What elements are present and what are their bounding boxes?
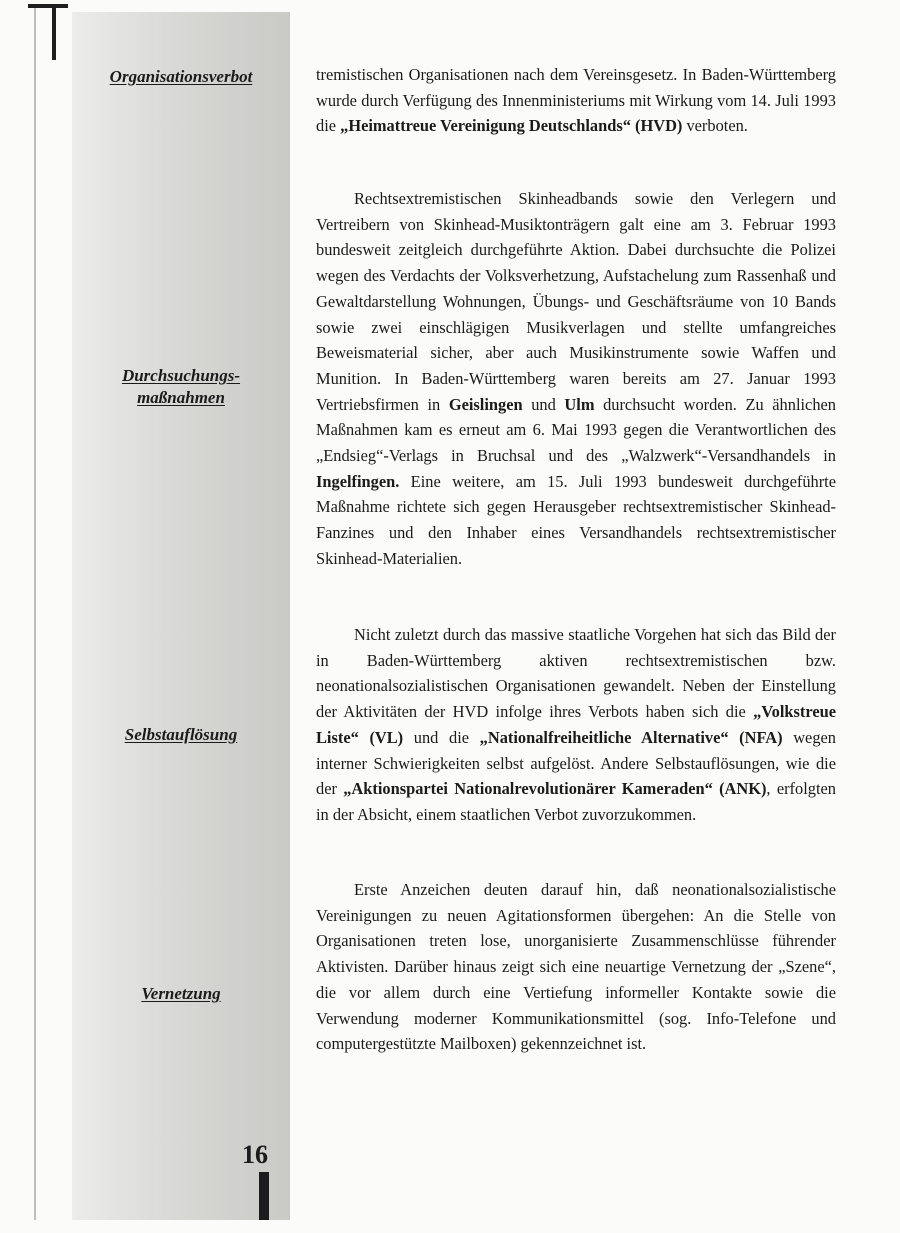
margin-note-durchsuchungsmassnahmen — [72, 365, 290, 409]
paragraph-vernetzung: Erste Anzeichen deuten darauf hin, daß neonationalsozialistische Vereinigungen zu neuen Agitationsformen übergehen: An die Stelle von Organisationen treten lose, unorganisierte Zusammenschlüsse führender Aktivisten. Darüber hinaus zeigt sich eine neuartige Vernetzung der „Szene“, die vor allem durch eine Vertiefung informeller Kontakte sowie die Verwendung moderner Kommunikationsmittel (sog. Info-Telefone und computergestützte Mailboxen) gekennzeichnet ist. — [316, 880, 836, 1054]
crop-mark — [28, 4, 72, 64]
margin-note-organisationsverbot: Organisationsverbot — [109, 67, 253, 86]
paragraph-verbot: tremistischen Organisationen nach dem Vereinsgesetz. In Baden-Württemberg wurde durch Verfügung des Innenministeriums mit Wirkung vom 14. Juli 1993 die „Heimattreue Vereinigung Deutschlands“ (HVD) verboten. — [316, 65, 836, 136]
margin-note-line: maßnahmen — [137, 388, 225, 407]
paragraph-selbstaufloesung: Nicht zuletzt durch das massive staatliche Vorgehen hat sich das Bild der in Baden-Württemberg aktiven rechtsextremistischen bzw. neonationalsozialistischen Organisationen gewandelt. Neben der Einstellung der Aktivitäten der HVD infolge ihres Verbots haben sich die „Volkstreue Liste“ (VL) und die „Nationalfreiheitliche Alternative“ (NFA) wegen interner Schwierigkeiten selbst aufgelöst. Andere Selbstauflösungen, wie die der „Aktionspartei Nationalrevolutionärer Kameraden“ (ANK), erfolgten in der Absicht, einem staatlichen Verbot zuvorzukommen. — [316, 625, 836, 824]
margin-column-background — [72, 12, 290, 1220]
margin-note-selbstaufloesung: Selbstauflösung — [124, 725, 238, 744]
margin-note-line: Durchsuchungs- — [121, 366, 241, 385]
margin-note-vernetzung: Vernetzung — [141, 984, 221, 1003]
page-edge-line — [34, 8, 36, 1220]
page-number: 16 — [242, 1140, 268, 1169]
page-tab-marker — [259, 1172, 269, 1220]
paragraph-durchsuchungen: Rechtsextremistischen Skinheadbands sowie den Verlegern und Vertreibern von Skinhead-Musiktonträgern galt eine am 3. Februar 1993 bundesweit zeitgleich durchgeführte Aktion. Dabei durchsuchte die Polizei wegen des Verdachts der Volksverhetzung, Aufstachelung zum Rassenhaß und Gewaltdarstellung Wohnungen, Übungs- und Geschäftsräume von 10 Bands sowie zwei einschlägigen Musikverlagen und stellte umfangreiches Beweismaterial sicher, aber auch Musikinstrumente sowie Waffen und Munition. In Baden-Württemberg waren bereits am 27. Januar 1993 Vertriebsfirmen in Geislingen und Ulm durchsucht worden. Zu ähnlichen Maßnahmen kam es erneut am 6. Mai 1993 gegen die Verantwortlichen des „Endsieg“-Verlags in Bruchsal und des „Walzwerk“-Versandhandels in Ingelfingen. Eine weitere, am 15. Juli 1993 bundesweit durchgeführte Maßnahme richtete sich gegen Herausgeber rechtsextremistischer Skinhead-Fanzines und den Inhaber eines Versandhandels rechtsextremistischer Skinhead-Materialien. — [316, 189, 836, 568]
